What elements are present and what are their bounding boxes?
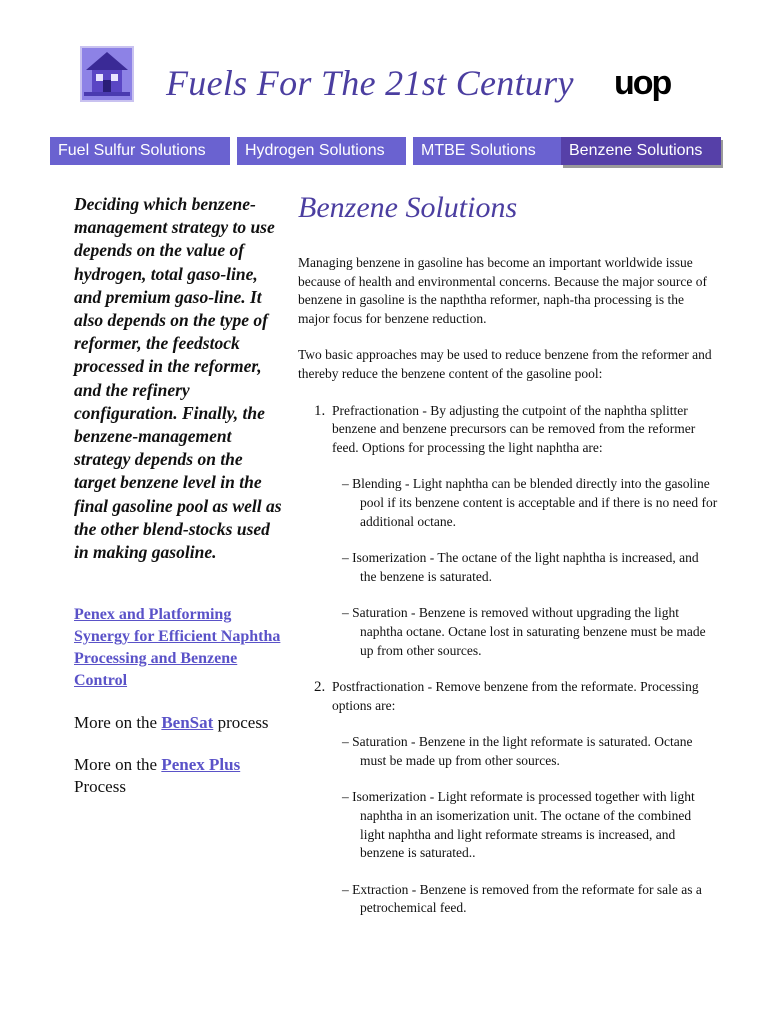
bensat-link[interactable]: BenSat bbox=[161, 713, 214, 733]
more-penex-plus bbox=[74, 754, 286, 798]
page-header bbox=[0, 0, 768, 125]
approaches-paragraph: Two basic approaches may be used to reduce benzene from the reformer and thereby reduce the benzene content of the gasoline pool: bbox=[298, 347, 712, 381]
tab-fuel-sulfur-solutions[interactable]: Fuel Sulfur Solutions bbox=[50, 137, 230, 165]
main-content bbox=[298, 188, 718, 936]
uop-logo-text: uop bbox=[614, 64, 671, 102]
more-bensat-suffix: process bbox=[213, 713, 269, 733]
tab-hydrogen-solutions[interactable]: Hydrogen Solutions bbox=[237, 137, 406, 165]
tab-mtbe-solutions[interactable]: MTBE Solutions bbox=[413, 137, 603, 165]
site-title: Fuels For The 21st Century bbox=[166, 63, 574, 103]
tab-benzene-solutions[interactable]: Benzene Solutions bbox=[561, 137, 721, 165]
penex-plus-link[interactable]: Penex Plus bbox=[161, 755, 241, 775]
sub-item-extraction: – Extraction - Benzene is removed from the reformate for sale as a petrochemical feed. bbox=[342, 881, 702, 916]
sidebar bbox=[74, 193, 286, 798]
sub-item-blending: – Blending - Light naphtha can be blended directly into the gasoline pool if its benzene content is acceptable and if there is no need for additional octane. bbox=[342, 476, 718, 529]
uop-logo bbox=[612, 60, 682, 104]
more-bensat-prefix: More on the bbox=[74, 713, 162, 733]
list-number: 1. bbox=[314, 402, 326, 419]
list-item-prefractionation bbox=[298, 402, 718, 458]
home-icon[interactable] bbox=[80, 46, 134, 102]
list-item-postfractionation bbox=[298, 678, 718, 715]
sidebar-intro: Deciding which benzene-management strategy to use depends on the value of hydrogen, total gaso-line, and premium gaso-line. It also depends on the type of reformer, the feedstock processed in the reformer, and the refinery configuration. Finally, the benzene-management strategy depends on the target benzene level in the final gasoline pool as well as the other blend-stocks used in making gasoline. bbox=[74, 194, 282, 563]
sub-item-isomerization-2: – Isomerization - Light reformate is processed together with light naphtha in an isomerization unit. The octane of the combined light naphtha and light reformate streams is increased, and benzene is saturated.. bbox=[342, 789, 695, 861]
list-number: 2. bbox=[314, 679, 326, 696]
sub-item-saturation: – Saturation - Benzene is removed without upgrading the light naphtha octane. Octane lost in saturating benzene must be made up from other sources. bbox=[342, 605, 706, 658]
list-item-text: Prefractionation - By adjusting the cutpoint of the naphtha splitter benzene and benzene precursors can be removed from the reformer feed. Options for processing the light naphtha are: bbox=[332, 402, 696, 455]
more-bensat bbox=[74, 712, 286, 734]
more-penex-suffix: Process bbox=[74, 777, 126, 797]
more-penex-prefix: More on the bbox=[74, 755, 162, 775]
sub-item-saturation-2: – Saturation - Benzene in the light reformate is saturated. Octane must be made up from other sources. bbox=[342, 734, 693, 768]
list-item-text: Postfractionation - Remove benzene from the reformate. Processing options are: bbox=[332, 679, 699, 713]
intro-paragraph: Managing benzene in gasoline has become an important worldwide issue because of health and environmental concerns. Because the major source of benzene in gasoline is the napththa reformer, naph-tha processing is the major focus for benzene reduction. bbox=[298, 255, 707, 326]
page-heading: Benzene Solutions bbox=[298, 191, 518, 224]
sub-item-isomerization: – Isomerization - The octane of the light naphtha is increased, and the benzene is saturated. bbox=[342, 550, 699, 584]
penex-platforming-link[interactable]: Penex and Platforming Synergy for Efficient Naphtha Processing and Benzene Control bbox=[74, 606, 281, 690]
